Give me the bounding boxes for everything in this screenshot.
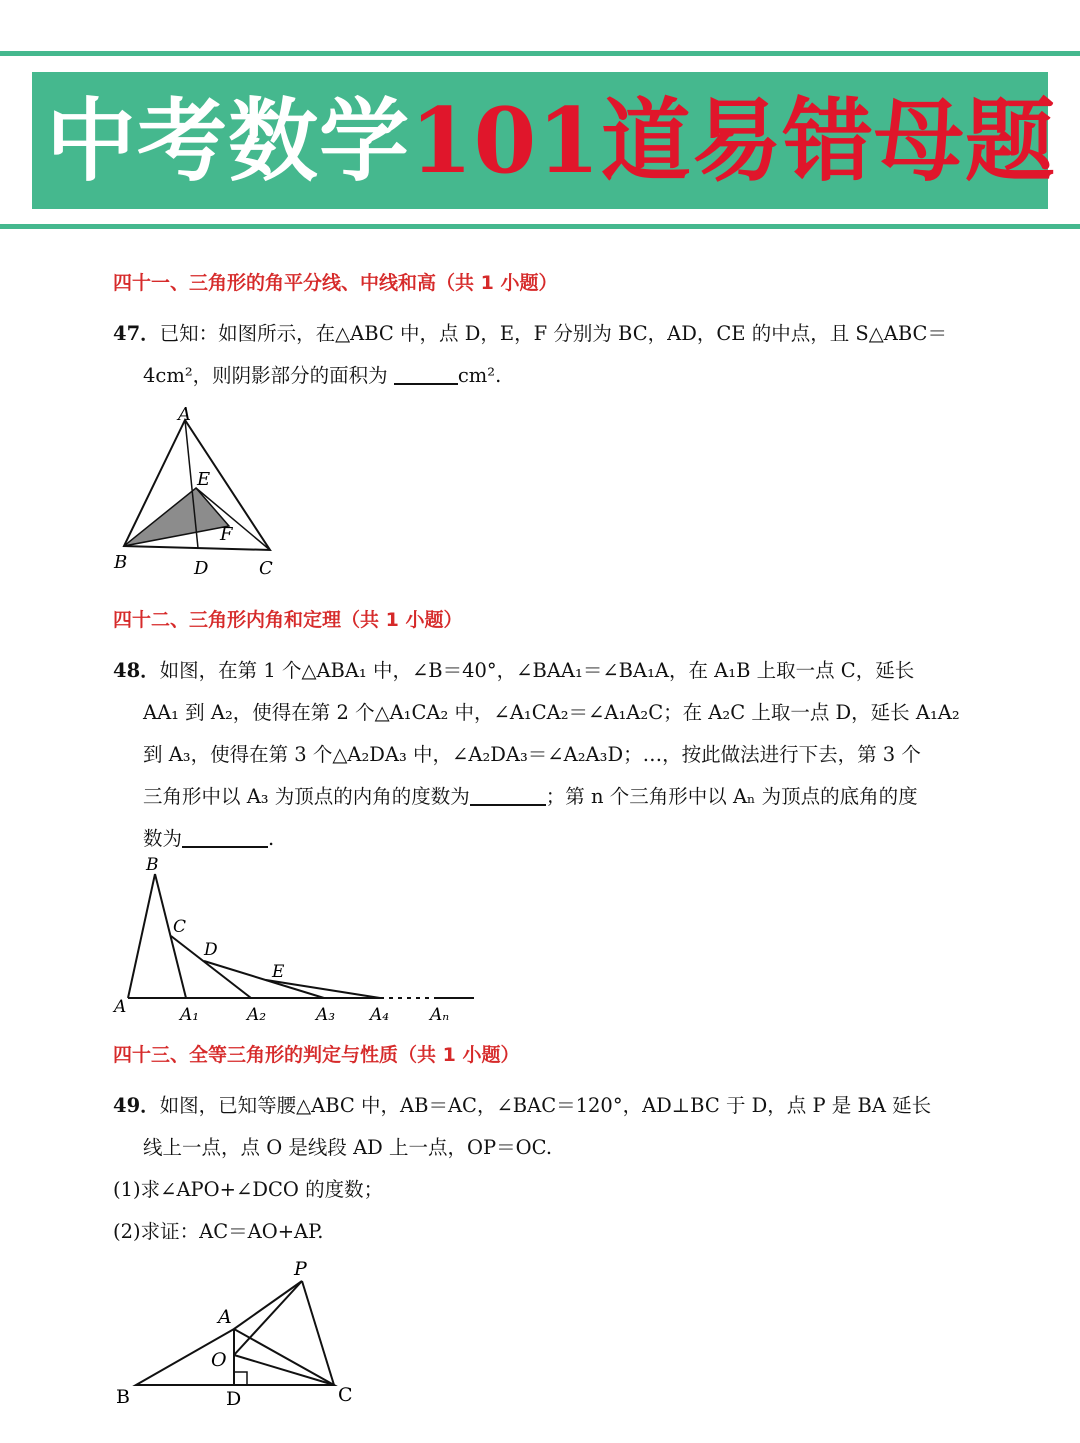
q47-shaded-triangle [124,488,229,546]
q48-text-4a: 三角形中以 A₃ 为顶点的内角的度数为 [143,785,470,808]
q48-text-5b: . [268,827,275,850]
q49-label-c: C [338,1384,353,1406]
q49-label-o: O [211,1349,227,1371]
q49-figure [108,1255,368,1415]
q49-right-angle-mark [234,1372,247,1385]
q48-label-d: D [204,940,218,960]
q48-side-ab [128,874,155,998]
q47-label-c: C [259,558,273,579]
section-heading-41: 四十一、三角形的角平分线、中线和高（共 1 小题） [113,272,558,294]
q47-line-1 [113,318,983,346]
q47-number: 47． [113,322,160,345]
q48-text-1: 如图，在第 1 个△ABA₁ 中，∠B＝40°，∠BAA₁＝∠BA₁A，在 A₁B 上取一点 C，延长 [159,659,915,682]
q49-segment-oc [234,1355,334,1385]
section-heading-43: 四十三、全等三角形的判定与性质（共 1 小题） [113,1044,520,1066]
q48-text-4b: ；第 n 个三角形中以 Aₙ 为顶点的底角的度 [545,785,918,808]
q48-line-5 [143,823,983,851]
q49-label-p: P [294,1258,307,1280]
q48-label-e: E [272,962,285,982]
q47-label-d: D [194,558,209,579]
q47-label-b: B [114,552,128,573]
q47-text-1: 已知：如图所示，在△ABC 中，点 D，E，F 分别为 BC，AD，CE 的中点，且 S△ABC＝ [159,322,947,345]
q49-line-2: 线上一点，点 O 是线段 AD 上一点，OP＝OC. [143,1136,553,1159]
q47-label-a: A [178,404,191,425]
q49-part-2: (2)求证：AC＝AO+AP. [113,1220,324,1243]
q49-label-a: A [218,1306,232,1328]
q49-part-1: (1)求∠APO+∠DCO 的度数； [113,1178,384,1201]
q48-label-a3: A₃ [316,1005,336,1025]
q48-answer-blank-2[interactable] [182,827,268,849]
q48-side-ea4 [266,980,380,998]
q47-label-e: E [197,469,211,490]
q48-line-4 [143,781,983,809]
q49-extension-ap [234,1281,302,1329]
q47-line-2 [143,360,983,388]
q48-line-3: 到 A₃，使得在第 3 个△A₂DA₃ 中，∠A₂DA₃＝∠A₂A₃D；…，按此做法进行下去，第 3 个 [143,743,921,766]
title-white: 中考数学 [46,87,410,194]
q49-line-1 [113,1090,983,1118]
q47-answer-blank[interactable] [394,364,458,386]
section-heading-42: 四十二、三角形内角和定理（共 1 小题） [113,609,463,631]
q48-side-da3 [204,961,324,998]
q49-label-b: B [116,1386,130,1408]
q48-answer-blank-1[interactable] [470,785,546,807]
q47-text-2: 4cm²，则阴影部分的面积为 [143,364,394,387]
q49-label-d: D [226,1388,242,1410]
q47-unit: cm². [457,364,502,387]
q49-number: 49． [113,1094,160,1117]
q48-label-a2: A₂ [247,1005,267,1025]
q48-label-a1: A₁ [180,1005,200,1025]
q49-segment-op [234,1281,302,1355]
q48-text-5a: 数为 [143,827,183,850]
q48-number: 48． [113,659,160,682]
q48-label-a: A [114,997,127,1017]
q48-line-2: AA₁ 到 A₂，使得在第 2 个△A₁CA₂ 中，∠A₁CA₂＝∠A₁A₂C；在 A₂C 上取一点 D，延长 A₁A₂ [143,701,960,724]
title-banner [32,72,1056,209]
top-rule [0,51,1080,56]
q47-label-f: F [220,524,233,545]
bottom-rule [0,224,1080,229]
q48-label-an: Aₙ [430,1005,450,1025]
q47-figure [108,400,288,580]
q48-label-c: C [173,917,187,937]
q48-figure [108,850,488,1030]
q49-text-1: 如图，已知等腰△ABC 中，AB＝AC，∠BAC＝120°，AD⊥BC 于 D，点 P 是 BA 延长 [159,1094,932,1117]
q48-line-1 [113,655,983,683]
q48-label-a4: A₄ [370,1005,390,1025]
title-red: 101道易错母题 [410,87,1056,194]
q48-label-b: B [146,855,159,875]
